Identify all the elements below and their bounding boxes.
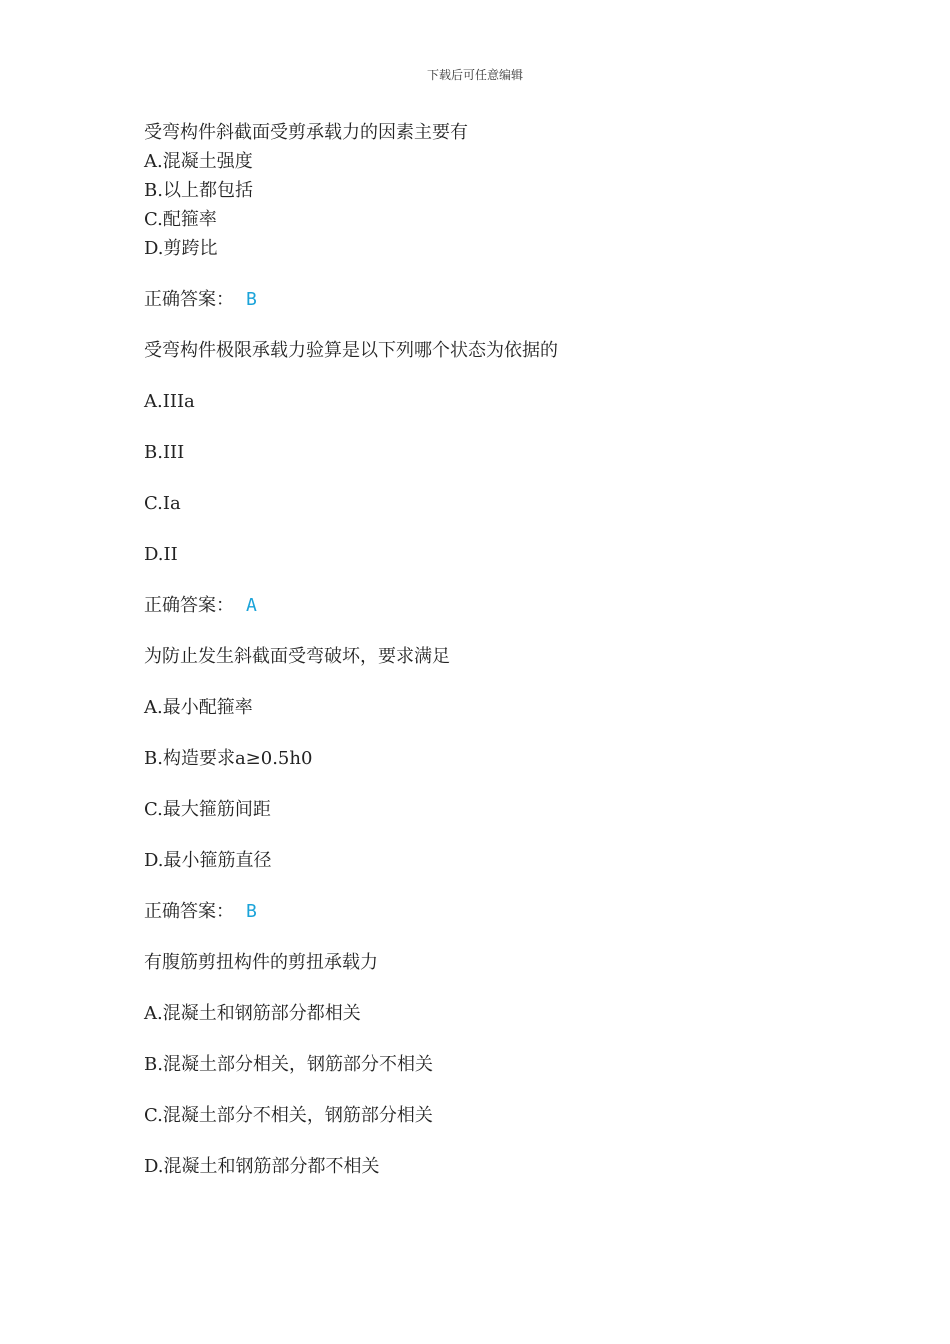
answer-label: 正确答案：: [144, 289, 234, 310]
answer-value: A: [246, 595, 257, 616]
answer-value: B: [246, 901, 257, 922]
question-3-option-d: D.最小箍筋直径: [144, 850, 272, 871]
page-header: 下载后可任意编辑: [426, 68, 523, 82]
question-1-option-d: D.剪跨比: [144, 238, 218, 259]
question-3-text: 为防止发生斜截面受弯破坏，要求满足: [144, 646, 450, 667]
answer-value: B: [246, 289, 257, 310]
question-2-option-d: D.II: [144, 544, 178, 565]
answer-label: 正确答案：: [144, 595, 234, 616]
question-2-option-c: C.Ia: [144, 493, 181, 514]
question-3-option-a: A.最小配箍率: [144, 697, 253, 718]
question-1-option-b: B.以上都包括: [144, 180, 253, 201]
question-4-option-a: A.混凝土和钢筋部分都相关: [144, 1003, 361, 1024]
question-1-answer: [144, 288, 257, 312]
question-3-answer: [144, 900, 257, 924]
answer-label: 正确答案：: [144, 901, 234, 922]
question-3-option-c: C.最大箍筋间距: [144, 799, 271, 820]
question-2-answer: [144, 594, 257, 618]
question-3-option-b: B.构造要求a≥0.5h0: [144, 748, 313, 769]
question-2-text: 受弯构件极限承载力验算是以下列哪个状态为依据的: [144, 340, 558, 361]
question-4-option-b: B.混凝土部分相关，钢筋部分不相关: [144, 1054, 433, 1075]
question-4-option-d: D.混凝土和钢筋部分都不相关: [144, 1156, 380, 1177]
question-1-option-c: C.配箍率: [144, 209, 217, 230]
question-1-option-a: A.混凝土强度: [144, 151, 253, 172]
question-2-option-b: B.III: [144, 442, 185, 463]
question-1-text: 受弯构件斜截面受剪承载力的因素主要有: [144, 122, 468, 143]
question-4-text: 有腹筋剪扭构件的剪扭承载力: [144, 952, 378, 973]
question-4-option-c: C.混凝土部分不相关，钢筋部分相关: [144, 1105, 433, 1126]
question-2-option-a: A.IIIa: [144, 391, 195, 412]
